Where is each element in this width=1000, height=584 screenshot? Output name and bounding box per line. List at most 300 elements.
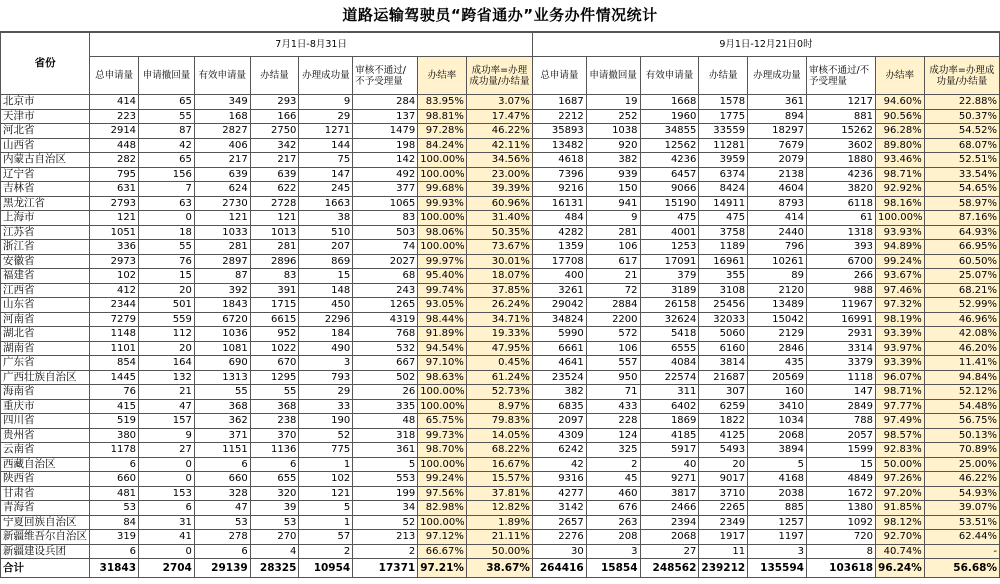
value-cell: 3189	[640, 283, 699, 298]
province-cell: 山东省	[1, 298, 90, 313]
value-cell: 2097	[532, 414, 586, 429]
value-cell: 7679	[748, 138, 807, 153]
value-cell: 37.81%	[466, 486, 532, 501]
value-cell: 2704	[139, 559, 195, 578]
value-cell: 2038	[748, 486, 807, 501]
value-cell: 121	[90, 211, 139, 226]
province-cell: 湖北省	[1, 327, 90, 342]
value-cell: 20	[699, 457, 748, 472]
value-cell: 54.48%	[924, 399, 999, 414]
value-cell: 4168	[748, 472, 807, 487]
value-cell: 1065	[353, 196, 418, 211]
value-cell: 142	[353, 153, 418, 168]
value-cell: 53	[194, 515, 250, 530]
province-cell: 云南省	[1, 443, 90, 458]
value-cell: 99.97%	[418, 254, 467, 269]
value-cell: 355	[699, 269, 748, 284]
province-cell: 合计	[1, 559, 90, 578]
value-cell: 42	[532, 457, 586, 472]
value-cell: 1271	[299, 124, 353, 139]
value-cell: 1217	[806, 95, 875, 110]
value-cell: 3.07%	[466, 95, 532, 110]
value-cell: 775	[299, 443, 353, 458]
value-cell: 281	[194, 240, 250, 255]
value-cell: 84.24%	[418, 138, 467, 153]
value-cell: 6720	[194, 312, 250, 327]
value-cell: 11	[699, 544, 748, 559]
value-cell: 15262	[806, 124, 875, 139]
value-cell: 1599	[806, 443, 875, 458]
value-cell: 100.00%	[418, 457, 467, 472]
value-cell: 98.63%	[418, 370, 467, 385]
value-cell: 93.97%	[876, 341, 925, 356]
value-cell: 239212	[699, 559, 748, 578]
province-cell: 辽宁省	[1, 167, 90, 182]
value-cell: 91.89%	[418, 327, 467, 342]
value-cell: 198	[353, 138, 418, 153]
value-cell: 18297	[748, 124, 807, 139]
value-cell: 3710	[699, 486, 748, 501]
value-cell: 57	[299, 530, 353, 545]
value-cell: 282	[90, 153, 139, 168]
value-cell: 46.22%	[466, 124, 532, 139]
value-cell: 97.32%	[876, 298, 925, 313]
value-cell: 6	[139, 501, 195, 516]
value-cell: 4	[250, 544, 299, 559]
value-cell: 4236	[640, 153, 699, 168]
province-cell: 贵州省	[1, 428, 90, 443]
value-cell: 5060	[699, 327, 748, 342]
column-header-p1-8: 成功率=办理成功量/办结量	[466, 57, 532, 95]
value-cell: 2265	[699, 501, 748, 516]
value-cell: 48	[353, 414, 418, 429]
value-cell: 33559	[699, 124, 748, 139]
value-cell: 553	[353, 472, 418, 487]
value-cell: 102	[299, 472, 353, 487]
value-cell: 245	[299, 182, 353, 197]
value-cell: 20	[139, 341, 195, 356]
value-cell: 1	[299, 515, 353, 530]
value-cell: 94.54%	[418, 341, 467, 356]
value-cell: 10954	[299, 559, 353, 578]
value-cell: 6700	[806, 254, 875, 269]
value-cell: 100.00%	[418, 399, 467, 414]
value-cell: 1917	[699, 530, 748, 545]
value-cell: 1663	[299, 196, 353, 211]
table-row	[1, 211, 1000, 226]
value-cell: 2	[353, 544, 418, 559]
value-cell: 54.93%	[924, 486, 999, 501]
province-cell: 宁夏回族自治区	[1, 515, 90, 530]
value-cell: 66.95%	[924, 240, 999, 255]
value-cell: 6259	[699, 399, 748, 414]
value-cell: 23.00%	[466, 167, 532, 182]
value-cell: 414	[748, 211, 807, 226]
value-cell: 4185	[640, 428, 699, 443]
value-cell: 238	[250, 414, 299, 429]
value-cell: 670	[250, 356, 299, 371]
value-cell: 29042	[532, 298, 586, 313]
value-cell: 8793	[748, 196, 807, 211]
value-cell: 2344	[90, 298, 139, 313]
province-cell: 四川省	[1, 414, 90, 429]
table-row	[1, 356, 1000, 371]
value-cell: 319	[90, 530, 139, 545]
value-cell: 368	[194, 399, 250, 414]
value-cell: 2068	[640, 530, 699, 545]
value-cell: 99.73%	[418, 428, 467, 443]
column-header-p2-8: 成功率=办理成功量/办结量	[924, 57, 999, 95]
value-cell: 510	[299, 225, 353, 240]
value-cell: 368	[250, 399, 299, 414]
province-cell: 陕西省	[1, 472, 90, 487]
value-cell: 32624	[640, 312, 699, 327]
table-row	[1, 254, 1000, 269]
value-cell: 98.06%	[418, 225, 467, 240]
value-cell: 4001	[640, 225, 699, 240]
value-cell: 0	[139, 472, 195, 487]
value-cell: 5	[299, 501, 353, 516]
value-cell: 18	[139, 225, 195, 240]
column-header-p2-6: 审核不通过/不予受理量	[806, 57, 875, 95]
value-cell: 1380	[806, 501, 875, 516]
value-cell: 97.12%	[418, 530, 467, 545]
province-cell: 青海省	[1, 501, 90, 516]
value-cell: 14.05%	[466, 428, 532, 443]
value-cell: 82.98%	[418, 501, 467, 516]
value-cell: 207	[299, 240, 353, 255]
value-cell: 2068	[748, 428, 807, 443]
value-cell: 8.97%	[466, 399, 532, 414]
value-cell: 869	[299, 254, 353, 269]
table-row	[1, 428, 1000, 443]
value-cell: 5418	[640, 327, 699, 342]
value-cell: 168	[194, 109, 250, 124]
value-cell: 6615	[250, 312, 299, 327]
value-cell: 31	[139, 515, 195, 530]
value-cell: 7279	[90, 312, 139, 327]
value-cell: 90.56%	[876, 109, 925, 124]
value-cell: 31.40%	[466, 211, 532, 226]
value-cell: 6	[90, 544, 139, 559]
value-cell: 660	[90, 472, 139, 487]
value-cell: 97.26%	[876, 472, 925, 487]
value-cell: 98.70%	[418, 443, 467, 458]
value-cell: 1038	[586, 124, 640, 139]
value-cell: 1257	[748, 515, 807, 530]
value-cell: 4618	[532, 153, 586, 168]
value-cell: 4604	[748, 182, 807, 197]
value-cell: 73.67%	[466, 240, 532, 255]
value-cell: 21.11%	[466, 530, 532, 545]
value-cell: 433	[586, 399, 640, 414]
value-cell: 50.37%	[924, 109, 999, 124]
value-cell: 3817	[640, 486, 699, 501]
value-cell: 166	[250, 109, 299, 124]
value-cell: 112	[139, 327, 195, 342]
value-cell: 475	[699, 211, 748, 226]
value-cell: 18.07%	[466, 269, 532, 284]
value-cell: 1033	[194, 225, 250, 240]
value-cell: 2846	[748, 341, 807, 356]
table-row	[1, 399, 1000, 414]
value-cell: 15	[299, 269, 353, 284]
value-cell: 263	[586, 515, 640, 530]
value-cell: 52.51%	[924, 153, 999, 168]
value-cell: 266	[806, 269, 875, 284]
value-cell: 2	[586, 457, 640, 472]
value-cell: 1013	[250, 225, 299, 240]
value-cell: 8424	[699, 182, 748, 197]
value-cell: 25456	[699, 298, 748, 313]
value-cell: 406	[194, 138, 250, 153]
value-cell: 2931	[806, 327, 875, 342]
value-cell: 3379	[806, 356, 875, 371]
value-cell: 41	[139, 530, 195, 545]
value-cell: 655	[250, 472, 299, 487]
value-cell: 1313	[194, 370, 250, 385]
column-header-p2-5: 办理成功量	[748, 57, 807, 95]
value-cell: 6402	[640, 399, 699, 414]
table-row	[1, 225, 1000, 240]
value-cell: 99.74%	[418, 283, 467, 298]
value-cell: 15	[139, 269, 195, 284]
value-cell: 106	[586, 240, 640, 255]
value-cell: 2884	[586, 298, 640, 313]
province-cell: 北京市	[1, 95, 90, 110]
value-cell: 4236	[806, 167, 875, 182]
value-cell: 12562	[640, 138, 699, 153]
value-cell: 190	[299, 414, 353, 429]
value-cell: 448	[90, 138, 139, 153]
value-cell: 5917	[640, 443, 699, 458]
value-cell: 93.67%	[876, 269, 925, 284]
value-cell: 243	[353, 283, 418, 298]
value-cell: 98.44%	[418, 312, 467, 327]
value-cell: 950	[586, 370, 640, 385]
value-cell: 502	[353, 370, 418, 385]
value-cell: 2129	[748, 327, 807, 342]
value-cell: 1578	[699, 95, 748, 110]
value-cell: 17371	[353, 559, 418, 578]
table-row	[1, 472, 1000, 487]
province-cell: 西藏自治区	[1, 457, 90, 472]
table-row	[1, 414, 1000, 429]
value-cell: 39.07%	[924, 501, 999, 516]
column-header-p2-2: 申请撤回量	[586, 57, 640, 95]
value-cell: 7396	[532, 167, 586, 182]
province-cell: 黑龙江省	[1, 196, 90, 211]
value-cell: 97.20%	[876, 486, 925, 501]
table-row	[1, 486, 1000, 501]
value-cell: 5990	[532, 327, 586, 342]
value-cell: 854	[90, 356, 139, 371]
value-cell: 58.97%	[924, 196, 999, 211]
value-cell: 3959	[699, 153, 748, 168]
value-cell: 26	[353, 385, 418, 400]
value-cell: 13482	[532, 138, 586, 153]
value-cell: 248562	[640, 559, 699, 578]
value-cell: 217	[194, 153, 250, 168]
value-cell: 19	[586, 95, 640, 110]
table-row	[1, 283, 1000, 298]
column-header-p1-4: 办结量	[250, 57, 299, 95]
value-cell: 2849	[806, 399, 875, 414]
value-cell: 1253	[640, 240, 699, 255]
value-cell: 50.13%	[924, 428, 999, 443]
value-cell: 12.82%	[466, 501, 532, 516]
column-header-p1-7: 办结率	[418, 57, 467, 95]
value-cell: 380	[90, 428, 139, 443]
province-cell: 湖南省	[1, 341, 90, 356]
value-cell: 100.00%	[418, 167, 467, 182]
value-cell: 501	[139, 298, 195, 313]
value-cell: 27	[640, 544, 699, 559]
value-cell: 1687	[532, 95, 586, 110]
value-cell: 1672	[806, 486, 875, 501]
table-body	[1, 95, 1000, 578]
value-cell: 3108	[699, 283, 748, 298]
value-cell: 100.00%	[418, 515, 467, 530]
value-cell: 3894	[748, 443, 807, 458]
table-row	[1, 182, 1000, 197]
value-cell: 2896	[250, 254, 299, 269]
column-header-p2-3: 有效申请量	[640, 57, 699, 95]
value-cell: 42.11%	[466, 138, 532, 153]
column-headers	[1, 57, 1000, 95]
value-cell: 1880	[806, 153, 875, 168]
value-cell: 4277	[532, 486, 586, 501]
value-cell: 98.71%	[876, 167, 925, 182]
value-cell: 52.99%	[924, 298, 999, 313]
value-cell: 532	[353, 341, 418, 356]
value-cell: 52.73%	[466, 385, 532, 400]
value-cell: 9066	[640, 182, 699, 197]
value-cell: 2	[299, 544, 353, 559]
value-cell: 148	[299, 283, 353, 298]
value-cell: 371	[194, 428, 250, 443]
value-cell: 47	[139, 399, 195, 414]
value-cell: 199	[353, 486, 418, 501]
value-cell: 481	[90, 486, 139, 501]
value-cell: 71	[586, 385, 640, 400]
value-cell: 6835	[532, 399, 586, 414]
value-cell: 92.92%	[876, 182, 925, 197]
value-cell: 13489	[748, 298, 807, 313]
value-cell: 35893	[532, 124, 586, 139]
value-cell: 26.24%	[466, 298, 532, 313]
value-cell: 87	[194, 269, 250, 284]
value-cell: 4282	[532, 225, 586, 240]
value-cell: 311	[640, 385, 699, 400]
value-cell: 6457	[640, 167, 699, 182]
value-cell: 23524	[532, 370, 586, 385]
value-cell: 25.00%	[924, 457, 999, 472]
value-cell: 349	[194, 95, 250, 110]
value-cell: 121	[299, 486, 353, 501]
province-cell: 江西省	[1, 283, 90, 298]
table-row	[1, 327, 1000, 342]
value-cell: 4849	[806, 472, 875, 487]
value-cell: 6118	[806, 196, 875, 211]
value-cell: 0	[139, 544, 195, 559]
table-row	[1, 153, 1000, 168]
province-cell: 河南省	[1, 312, 90, 327]
value-cell: 9	[139, 428, 195, 443]
value-cell: 3602	[806, 138, 875, 153]
value-cell: 1869	[640, 414, 699, 429]
value-cell: 270	[250, 530, 299, 545]
value-cell: 97.77%	[876, 399, 925, 414]
table-row	[1, 312, 1000, 327]
value-cell: 213	[353, 530, 418, 545]
value-cell: 16961	[699, 254, 748, 269]
value-cell: 1822	[699, 414, 748, 429]
value-cell: 22.88%	[924, 95, 999, 110]
value-cell: 21	[139, 385, 195, 400]
value-cell: 97.49%	[876, 414, 925, 429]
value-cell: 93.93%	[876, 225, 925, 240]
value-cell: 342	[250, 138, 299, 153]
value-cell: 124	[586, 428, 640, 443]
value-cell: 45	[586, 472, 640, 487]
value-cell: 17708	[532, 254, 586, 269]
column-header-p1-1: 总申请量	[90, 57, 139, 95]
value-cell: 281	[586, 225, 640, 240]
province-cell: 河北省	[1, 124, 90, 139]
column-header-p2-7: 办结率	[876, 57, 925, 95]
value-cell: 278	[194, 530, 250, 545]
value-cell: 1265	[353, 298, 418, 313]
value-cell: 32033	[699, 312, 748, 327]
value-cell: 93.05%	[418, 298, 467, 313]
value-cell: 3814	[699, 356, 748, 371]
value-cell: 796	[748, 240, 807, 255]
period2-header: 9月1日-12月21日0时	[532, 33, 999, 57]
value-cell: 1118	[806, 370, 875, 385]
value-cell: 2914	[90, 124, 139, 139]
value-cell: 42	[139, 138, 195, 153]
table-row	[1, 167, 1000, 182]
value-cell: 0	[139, 457, 195, 472]
value-cell: 6242	[532, 443, 586, 458]
value-cell: 484	[532, 211, 586, 226]
value-cell: 98.19%	[876, 312, 925, 327]
value-cell: 9216	[532, 182, 586, 197]
value-cell: 307	[699, 385, 748, 400]
value-cell: 11.41%	[924, 356, 999, 371]
value-cell: 3758	[699, 225, 748, 240]
value-cell: 1843	[194, 298, 250, 313]
value-cell: 87	[139, 124, 195, 139]
value-cell: 284	[353, 95, 418, 110]
value-cell: 4125	[699, 428, 748, 443]
value-cell: 382	[532, 385, 586, 400]
value-cell: 988	[806, 283, 875, 298]
value-cell: 720	[806, 530, 875, 545]
value-cell: 15.57%	[466, 472, 532, 487]
value-cell: 252	[586, 109, 640, 124]
value-cell: 21	[586, 269, 640, 284]
value-cell: 2728	[250, 196, 299, 211]
value-cell: 667	[353, 356, 418, 371]
value-cell: 15	[806, 457, 875, 472]
value-cell: 15854	[586, 559, 640, 578]
value-cell: 2440	[748, 225, 807, 240]
value-cell: 5493	[699, 443, 748, 458]
value-cell: 6160	[699, 341, 748, 356]
value-cell: 98.12%	[876, 515, 925, 530]
